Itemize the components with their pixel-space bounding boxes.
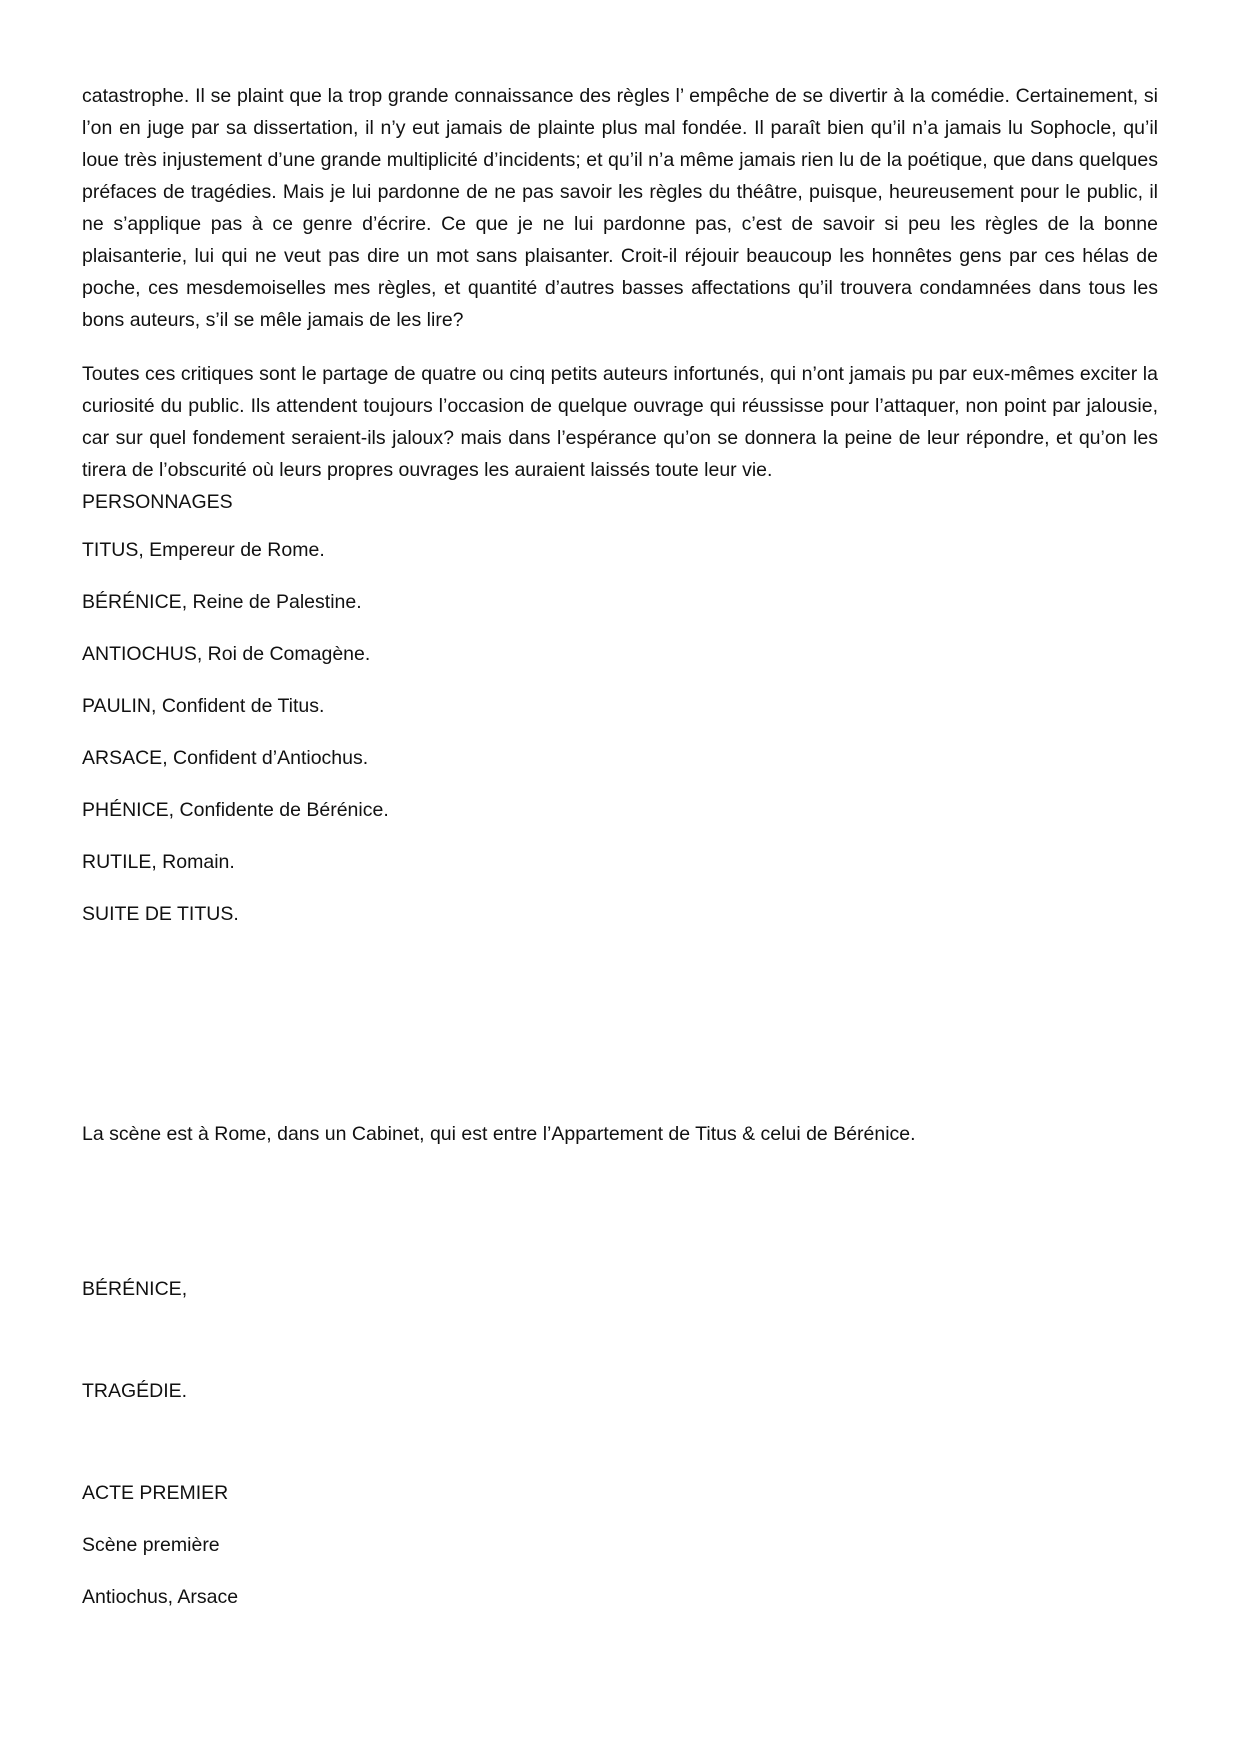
play-title: BÉRÉNICE, bbox=[82, 1278, 188, 1300]
play-genre: TRAGÉDIE. bbox=[82, 1380, 188, 1402]
act-heading: ACTE PREMIER bbox=[82, 1482, 229, 1504]
paragraph-critique: catastrophe. Il se plaint que la trop grande connaissance des règles l’ empêche de se divertir à la comédie. Certainement, si l’on en juge par sa dissertation, il n’y eut jamais de plainte plus mal fondée. Il paraît bien qu’il n’a jamais lu Sophocle, qu’il loue très injustement d’une grande multiplicité d’incidents; et qu’il n’a même jamais rien lu de la poétique, que dans quelques préfaces de tragédies. Mais je lui pardonne de ne pas savoir les règles du théâtre, puisque, heureusement pour le public, il ne s’applique pas à ce genre d’écrire. Ce que je ne lui pardonne pas, c’est de savoir si peu les règles de la bonne plaisanterie, lui qui ne veut pas dire un mot sans plaisanter. Croit-il réjouir beaucoup les honnêtes gens par ces hélas de poche, ces mesdemoiselles mes règles, et quantité d’autres basses affectations qu’il trouvera condamnées dans tous les bons auteurs, s’il se mêle jamais de les lire? bbox=[82, 85, 1158, 331]
cast-item-suite: SUITE DE TITUS. bbox=[82, 903, 239, 925]
document-body bbox=[82, 80, 1158, 950]
scene-heading: Scène première bbox=[82, 1534, 220, 1556]
cast-item-berenice: BÉRÉNICE, Reine de Palestine. bbox=[82, 591, 362, 613]
cast-list bbox=[82, 534, 1158, 930]
scene-characters: Antiochus, Arsace bbox=[82, 1586, 239, 1608]
paragraph-critics bbox=[82, 358, 1158, 518]
cast-item-antiochus: ANTIOCHUS, Roi de Comagène. bbox=[82, 643, 371, 665]
cast-item-arsace: ARSACE, Confident d’Antiochus. bbox=[82, 747, 369, 769]
cast-item-titus: TITUS, Empereur de Rome. bbox=[82, 539, 325, 561]
paragraph-critics-text: Toutes ces critiques sont le partage de quatre ou cinq petits auteurs infortunés, qui n’ont jamais pu par eux-mêmes exciter la curiosité du public. Ils attendent toujours l’occasion de quelque ouvrage qui réussisse pour l’attaquer, non point par jalousie, car sur quel fondement seraient-ils jaloux? mais dans l’espérance qu’on se donnera la peine de leur répondre, et qu’on les tirera de l’obscurité où leurs propres ouvrages les auraient laissés toute leur vie. bbox=[82, 363, 1158, 481]
cast-item-phenice: PHÉNICE, Confidente de Bérénice. bbox=[82, 799, 389, 821]
scene-setting: La scène est à Rome, dans un Cabinet, qui est entre l’Appartement de Titus & celui de Bérénice. bbox=[82, 1123, 916, 1145]
cast-item-paulin: PAULIN, Confident de Titus. bbox=[82, 695, 325, 717]
personnages-heading: PERSONNAGES bbox=[82, 491, 233, 513]
cast-item-rutile: RUTILE, Romain. bbox=[82, 851, 235, 873]
